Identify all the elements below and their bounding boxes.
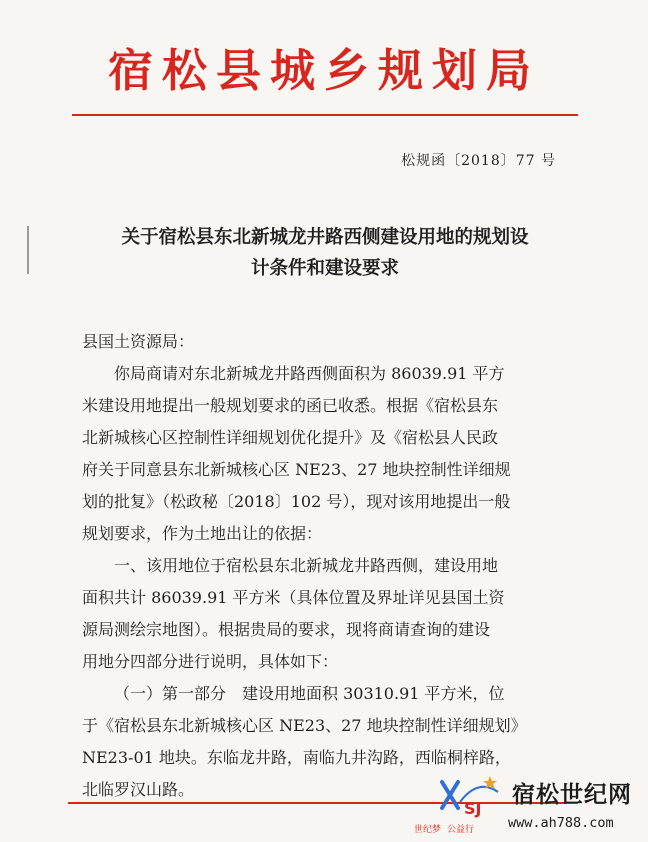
svg-text:SJ: SJ bbox=[464, 799, 482, 818]
agency-header: 宿松县城乡规划局 bbox=[107, 44, 540, 97]
site-url: www.ah788.com bbox=[508, 815, 614, 831]
document-title bbox=[70, 222, 580, 284]
slogan-part: 世纪梦 bbox=[414, 825, 442, 835]
site-slogan bbox=[414, 822, 480, 835]
body-line: 府关于同意县东北新城核心区 NE23、27 地块控制性详细规 bbox=[82, 460, 511, 479]
binding-mark bbox=[27, 226, 29, 274]
body-line: 一、该用地位于宿松县东北新城龙井路西侧，建设用地 bbox=[114, 556, 499, 575]
body-line: 于《宿松县东北新城核心区 NE23、27 地块控制性详细规划》 bbox=[82, 716, 527, 735]
site-name: 宿松世纪网 bbox=[512, 782, 632, 808]
slogan-part: 公益行 bbox=[447, 825, 475, 835]
body-line: 规划要求，作为土地出让的依据： bbox=[82, 524, 323, 543]
body-line: NE23-01 地块。东临龙井路，南临九井沟路，西临桐梓路， bbox=[82, 748, 511, 767]
header-red-rule bbox=[72, 114, 578, 116]
body-line: 北新城核心区控制性详细规划优化提升》及《宿松县人民政 bbox=[82, 428, 499, 447]
body-line: 北临罗汉山路。 bbox=[82, 780, 195, 799]
body-line: 面积共计 86039.91 平方米（具体位置及界址详见县国土资 bbox=[82, 588, 505, 607]
title-line: 计条件和建设要求 bbox=[250, 258, 399, 279]
addressee: 县国土资源局： bbox=[82, 332, 195, 351]
document-number: 松规函〔2018〕77 号 bbox=[401, 153, 556, 169]
body-line: 划的批复》（松政秘〔2018〕102 号），现对该用地提出一般 bbox=[82, 492, 511, 511]
title-line: 关于宿松县东北新城龙井路西侧建设用地的规划设 bbox=[121, 227, 529, 248]
site-logo-icon bbox=[438, 772, 502, 820]
body-line: 你局商请对东北新城龙井路西侧面积为 86039.91 平方 bbox=[114, 364, 505, 383]
body-line: 用地分四部分进行说明，具体如下： bbox=[82, 652, 339, 671]
body-line: 源局测绘宗地图）。根据贵局的要求，现将商请查询的建设 bbox=[82, 620, 491, 639]
body-line: 米建设用地提出一般规划要求的函已收悉。根据《宿松县东 bbox=[82, 396, 499, 415]
body-line: （一）第一部分 建设用地面积 30310.91 平方米，位 bbox=[114, 684, 505, 703]
document-body bbox=[82, 326, 576, 806]
